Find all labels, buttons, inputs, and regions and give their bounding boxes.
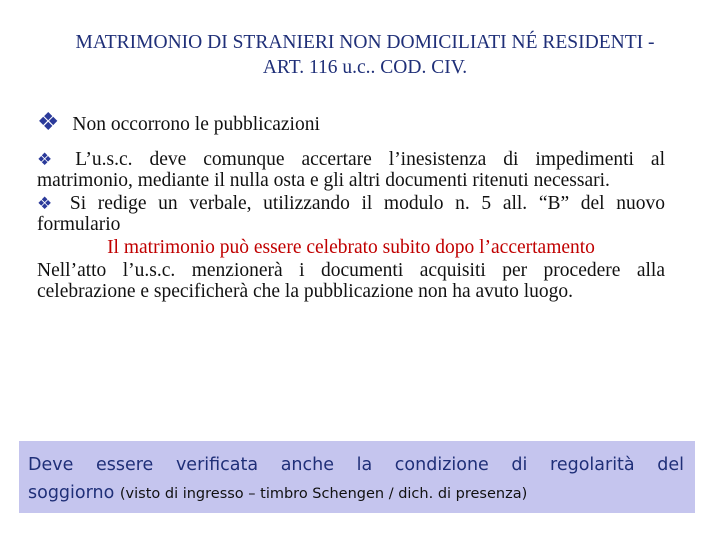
- callout-line2: [28, 479, 684, 508]
- diamond-bullet-icon: ❖: [37, 194, 53, 213]
- callout-line1: Deve essere verificata anche la condizione di regolarità del: [28, 455, 684, 475]
- bullet-text-3: Si redige un verbale, utilizzando il modulo n. 5 all. “B” del nuovo formulario: [37, 193, 665, 235]
- bullet-text-1: Non occorrono le pubblicazioni: [72, 114, 320, 135]
- bullet-text-2: L’u.s.c. deve comunque accertare l’inesistenza di impedimenti al matrimonio, mediante il nulla osta e gli altri documenti ritenuti necessari.: [37, 149, 665, 191]
- slide-body: [37, 109, 665, 302]
- diamond-bullet-icon: ❖: [37, 150, 53, 169]
- bullet-item-2: [37, 149, 665, 191]
- diamond-bullet-icon: ❖: [37, 109, 60, 136]
- callout-box: [19, 441, 695, 513]
- slide-title: [20, 30, 710, 80]
- bullet-item-1: [37, 109, 665, 136]
- callout-note: (visto di ingresso – timbro Schengen / dich. di presenza): [119, 486, 528, 502]
- highlight-text: Il matrimonio può essere celebrato subito dopo l’accertamento: [107, 237, 595, 258]
- slide-title-line2: ART. 116 u.c.. COD. CIV.: [262, 57, 468, 78]
- slide-title-line1: MATRIMONIO DI STRANIERI NON DOMICILIATI NÉ RESIDENTI -: [75, 32, 655, 53]
- closing-paragraph: Nell’atto l’u.s.c. menzionerà i documenti acquisiti per procedere alla celebrazione e specificherà che la pubblicazione non ha avuto luogo.: [37, 260, 665, 302]
- bullet-item-3: [37, 193, 665, 235]
- callout-keyword: soggiorno: [28, 483, 115, 503]
